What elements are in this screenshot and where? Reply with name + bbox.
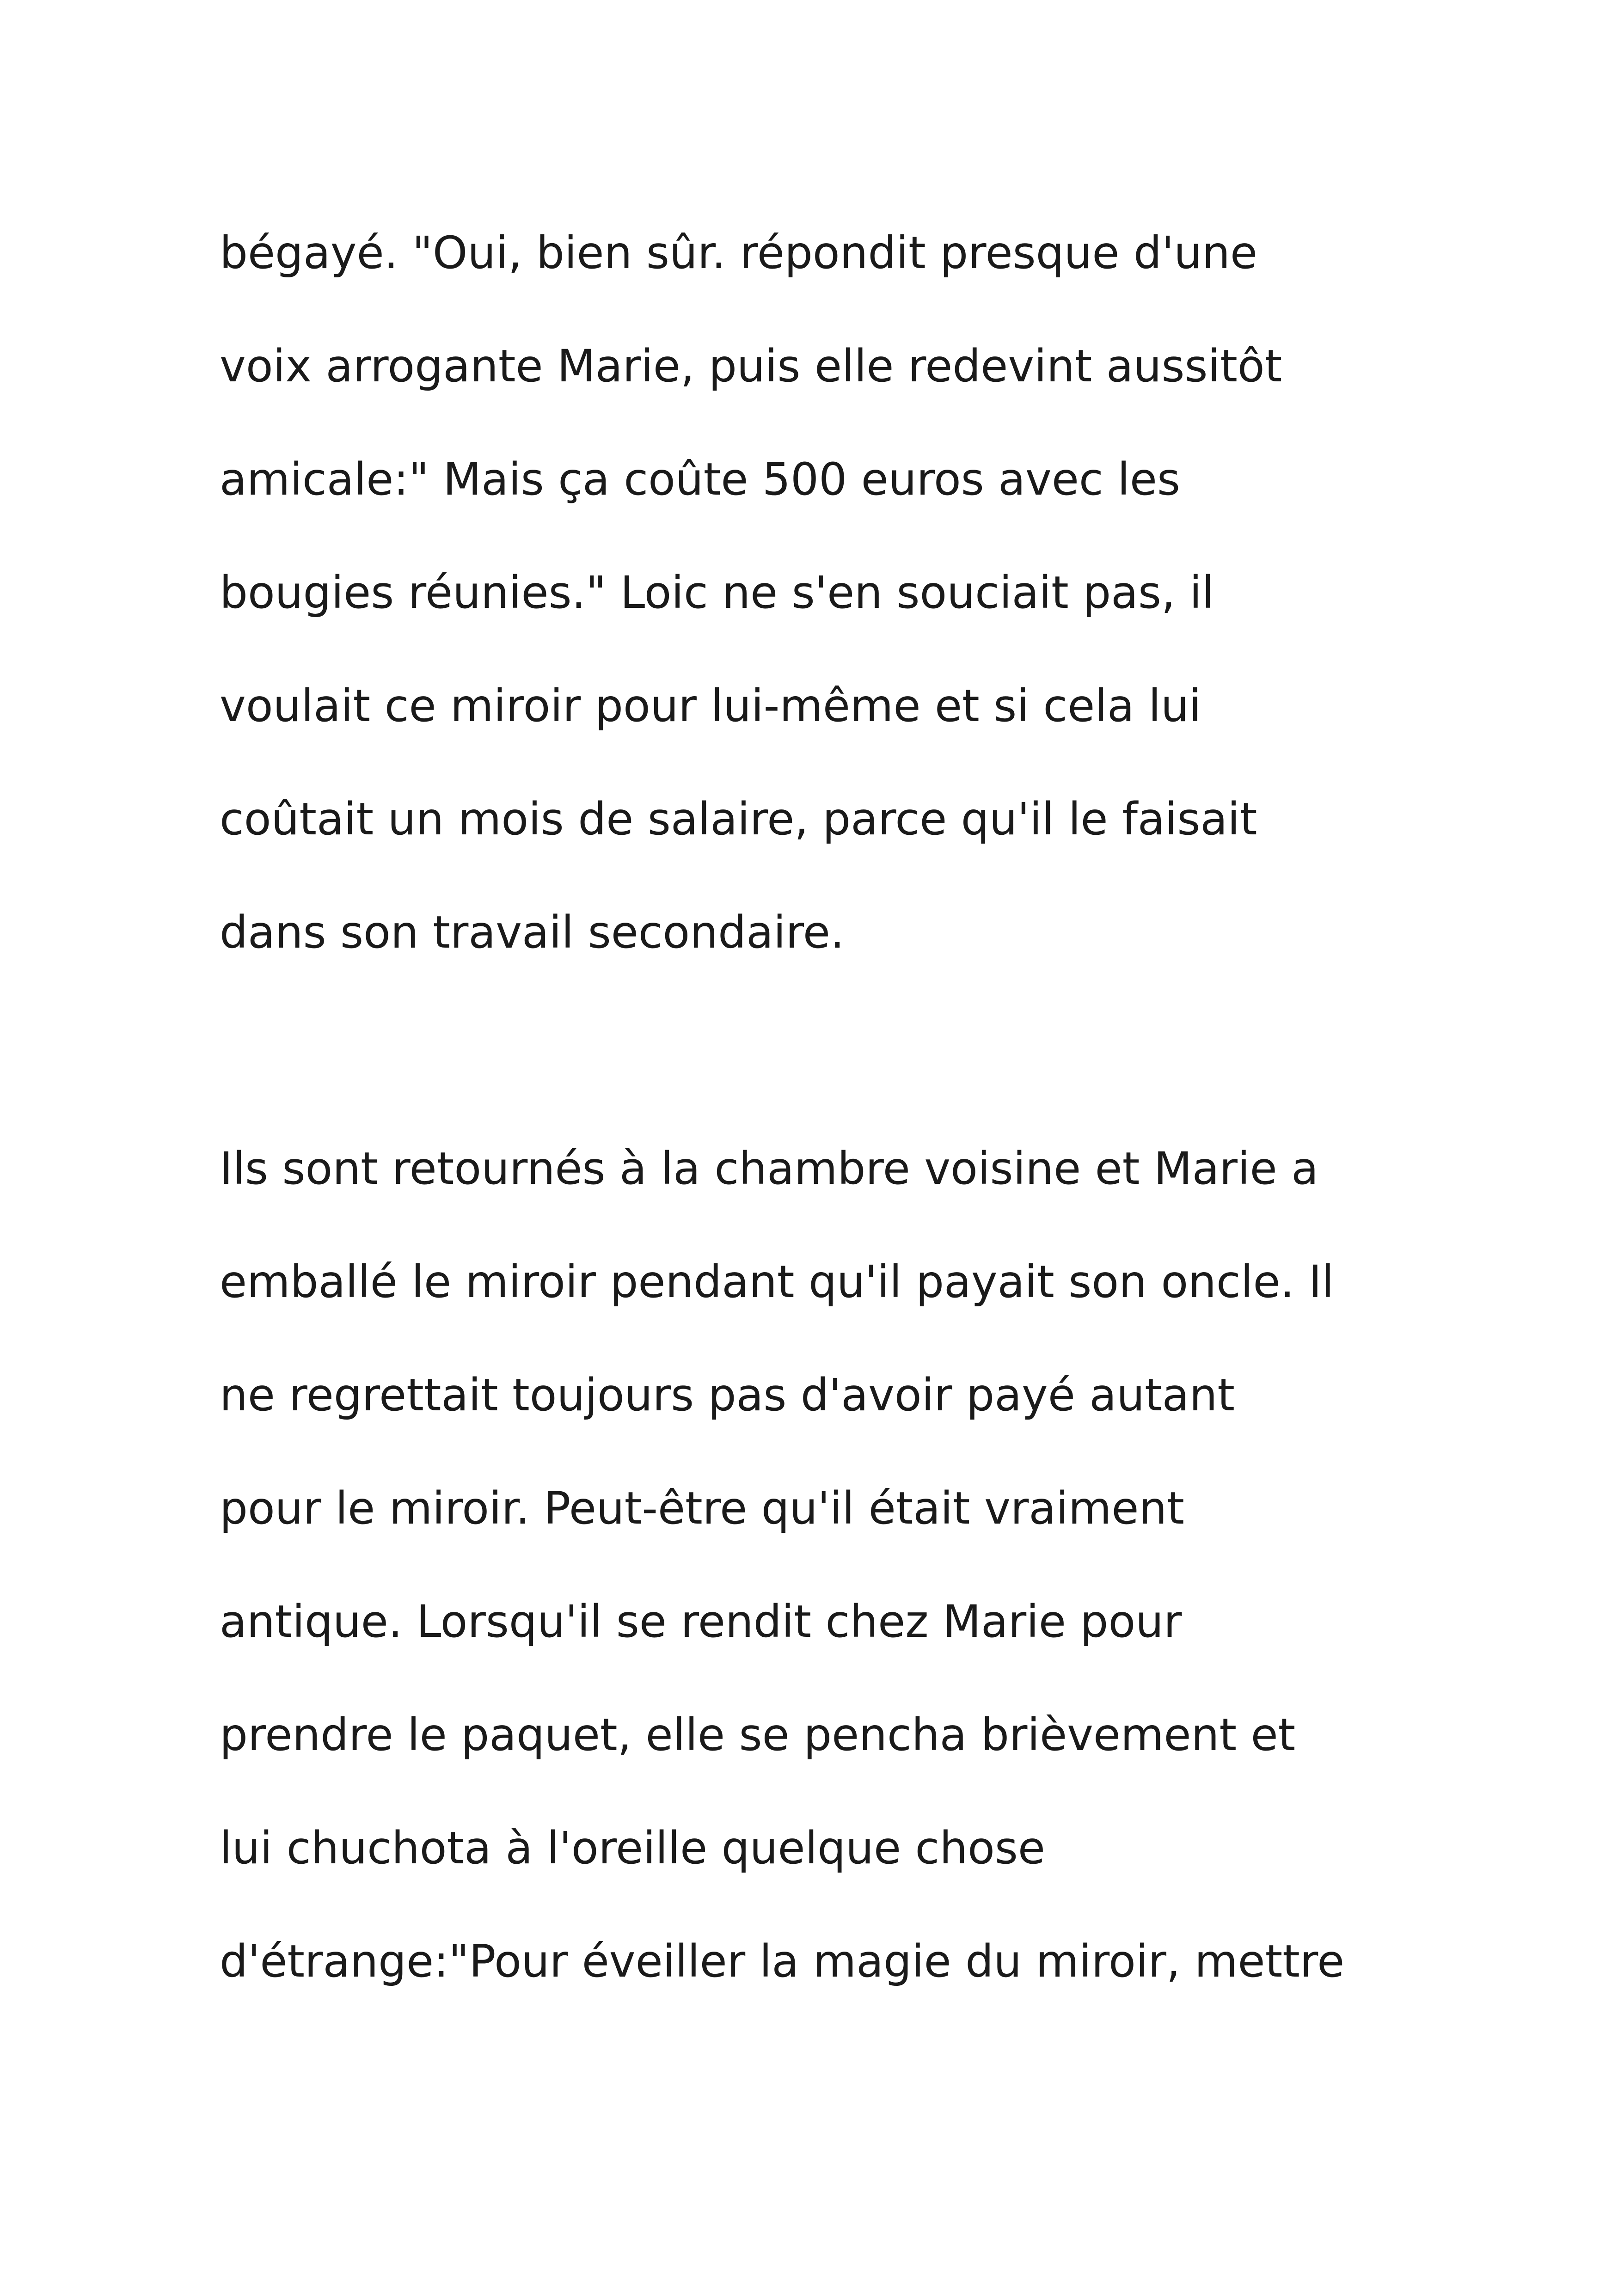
text-line: ne regrettait toujours pas d'avoir payé autant xyxy=(220,1369,1235,1421)
text-line: d'étrange:"Pour éveiller la magie du miroir, mettre xyxy=(220,1935,1345,1987)
text-line: prendre le paquet, elle se pencha brièvement et xyxy=(220,1709,1296,1761)
text-line: voix arrogante Marie, puis elle redevint aussitôt xyxy=(220,340,1282,392)
text-line: coûtait un mois de salaire, parce qu'il le faisait xyxy=(220,793,1257,845)
text-line: bougies réunies." Loic ne s'en souciait pas, il xyxy=(220,567,1214,618)
text-line: Ils sont retournés à la chambre voisine et Marie a xyxy=(220,1143,1319,1194)
text-line: amicale:" Mais ça coûte 500 euros avec les xyxy=(220,453,1180,505)
text-line: antique. Lorsqu'il se rendit chez Marie pour xyxy=(220,1596,1182,1647)
text-line: voulait ce miroir pour lui-même et si cela lui xyxy=(220,680,1201,732)
text-line: pour le miroir. Peut-être qu'il était vraiment xyxy=(220,1482,1184,1534)
text-line: bégayé. "Oui, bien sûr. répondit presque d'une xyxy=(220,227,1258,279)
text-line: emballé le miroir pendant qu'il payait son oncle. Il xyxy=(220,1256,1334,1308)
text-line: lui chuchota à l'oreille quelque chose xyxy=(220,1822,1045,1874)
text-line: dans son travail secondaire. xyxy=(220,906,845,958)
